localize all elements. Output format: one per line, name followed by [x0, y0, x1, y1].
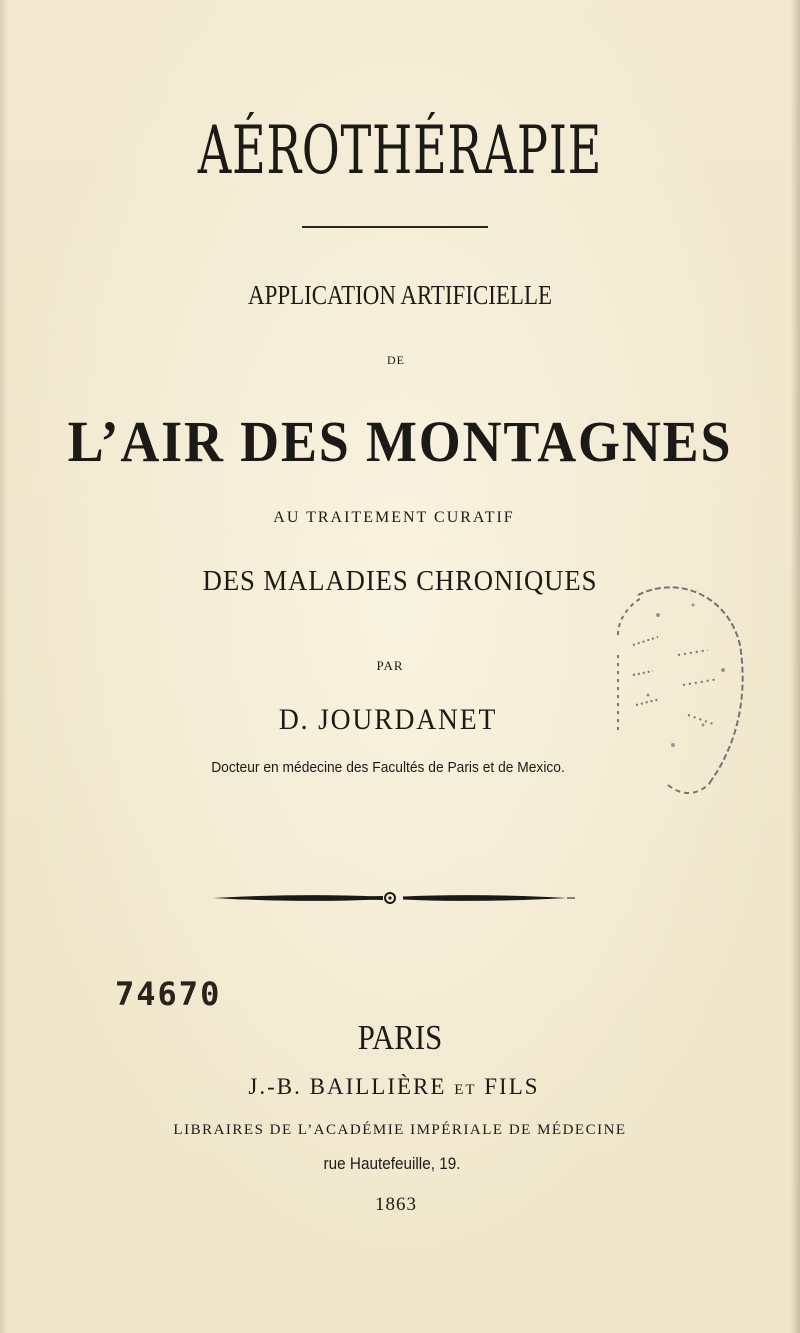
- publication-year: 1863: [375, 1194, 417, 1215]
- by-label: PAR: [376, 658, 404, 673]
- library-stamp-icon: [598, 575, 748, 805]
- book-title: AÉROTHÉRAPIE: [197, 112, 603, 189]
- preposition: DE: [387, 353, 405, 367]
- publication-city: PARIS: [357, 1018, 443, 1057]
- publisher-name-part1: J.-B. BAILLIÈRE: [248, 1074, 447, 1099]
- diseases-line: DES MALADIES CHRONIQUES: [202, 565, 598, 597]
- inventory-number: 74670: [115, 975, 222, 1013]
- ornament-divider-icon: [205, 886, 575, 910]
- publisher-name-part2: FILS: [484, 1074, 540, 1099]
- publisher-name: [0, 1074, 794, 1100]
- author-name: D. JOURDANET: [278, 703, 498, 736]
- main-title: L’AIR DES MONTAGNES: [67, 409, 733, 474]
- publisher-role: LIBRAIRES DE L’ACADÉMIE IMPÉRIALE DE MÉDECINE: [173, 1122, 627, 1138]
- book-subtitle: APPLICATION ARTIFICIELLE: [248, 280, 552, 310]
- title-rule: [302, 226, 488, 228]
- author-credential: Docteur en médecine des Facultés de Paris et de Mexico.: [211, 759, 565, 776]
- treatment-line: AU TRAITEMENT CURATIF: [273, 509, 515, 526]
- publisher-connector: ET: [454, 1082, 477, 1098]
- publisher-address: rue Hautefeuille, 19.: [323, 1154, 461, 1173]
